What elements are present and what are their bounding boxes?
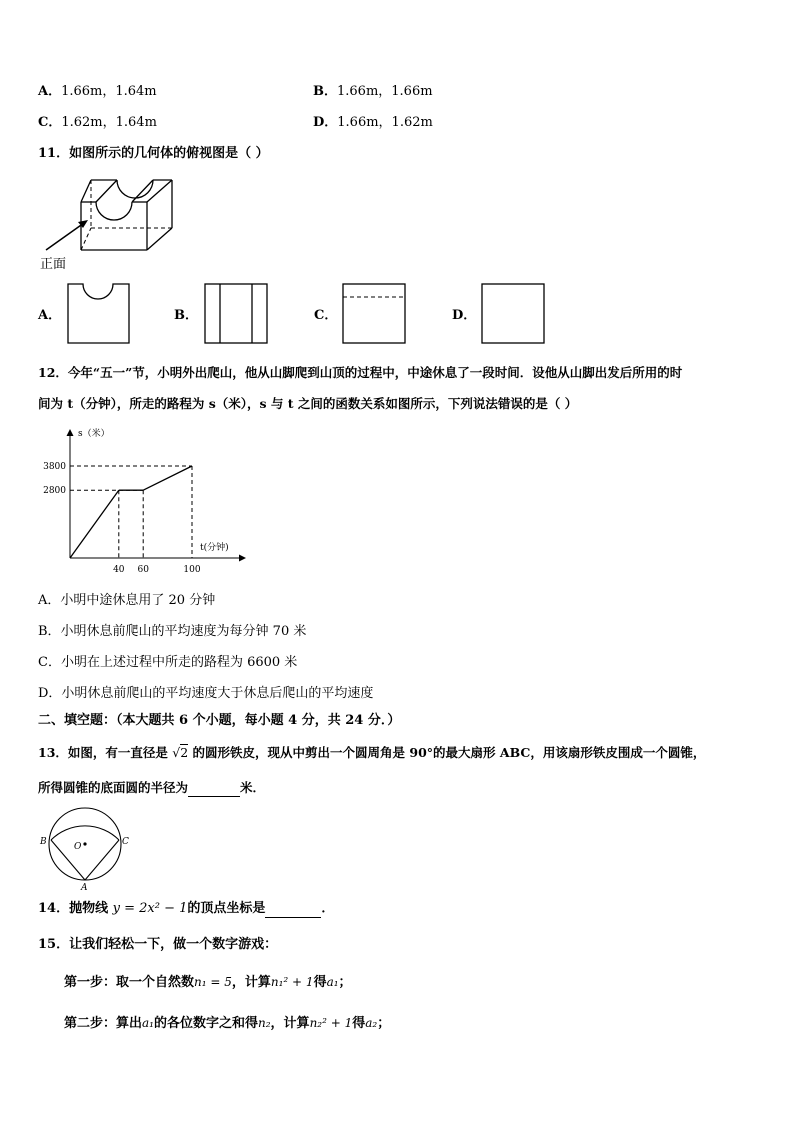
- x-tick-label: 100: [183, 565, 201, 575]
- step2-n2: n₂: [258, 1016, 271, 1030]
- step1-result: a₁: [326, 975, 339, 989]
- step1-text-mid: ，计算: [231, 975, 271, 990]
- q12-stem-line2: 间为 t（分钟），所走的路程为 s（米），s 与 t 之间的函数关系如图所示，下列说法错误的是（ ）: [38, 396, 578, 411]
- q13-text-line2-post: 米．: [240, 780, 266, 795]
- option-text: 1.66m，1.64m: [61, 84, 157, 99]
- point-c-label: C: [122, 837, 129, 847]
- q13-answer-blank[interactable]: [188, 780, 240, 797]
- option-letter: C．: [38, 115, 62, 130]
- sqrt-expression: √2: [172, 745, 189, 760]
- q10-option-b: [313, 84, 433, 100]
- step2-text: 第二步：算出: [64, 1016, 143, 1031]
- y-tick-label: 3800: [43, 462, 66, 472]
- q12-option-a: A．小明中途休息用了 20 分钟: [38, 593, 216, 608]
- y-axis-label: s（米）: [78, 429, 110, 439]
- step2-text-mid1: 的各位数字之和得: [153, 1016, 258, 1031]
- q11-option-b-label: B．: [174, 308, 198, 323]
- q11-option-a-label: A．: [38, 308, 62, 323]
- q12-option-c: C．小明在上述过程中所走的路程为 6600 米: [38, 655, 298, 670]
- q11-option-d-figure: [479, 282, 549, 346]
- q13-text-pre: 13．如图，有一直径是: [38, 745, 168, 760]
- option-letter: D．: [313, 115, 338, 130]
- q12-option-d: D．小明休息前爬山的平均速度大于休息后爬山的平均速度: [38, 686, 374, 701]
- q14-text-end: ．: [321, 901, 335, 916]
- x-tick-label: 60: [137, 565, 149, 575]
- front-view-label: 正面: [40, 257, 67, 272]
- point-o-label: O: [74, 842, 82, 852]
- step1-formula: n₁² + 1: [270, 975, 314, 989]
- section-2-title: 二、填空题：（本大题共 6 个小题，每小题 4 分，共 24 分．）: [38, 713, 401, 728]
- step2-result: a₂: [365, 1016, 378, 1030]
- q13-text-line2-pre: 所得圆锥的底面圆的半径为: [38, 780, 189, 795]
- step1-text-get: 得: [313, 975, 327, 990]
- q14-text-pre: 14．抛物线: [38, 901, 113, 916]
- q15-step2: [64, 1015, 390, 1032]
- q14-formula: y = 2x² − 1: [112, 901, 188, 916]
- series-segment: [70, 490, 119, 558]
- step1-variable: n₁ = 5: [194, 975, 232, 989]
- q11-option-d-label: D．: [452, 308, 477, 323]
- y-tick-label: 2800: [43, 486, 66, 497]
- step2-formula: n₂² + 1: [309, 1016, 353, 1030]
- x-axis-label: t(分钟): [200, 543, 229, 553]
- point-a-label: A: [81, 883, 88, 892]
- point-b-label: B: [40, 837, 47, 847]
- q12-stem-line1: 12．今年“五一”节，小明外出爬山，他从山脚爬到山顶的过程中，中途休息了一段时间．设他从山脚出发后所用的时: [38, 365, 683, 380]
- q11-stem: 11．如图所示的几何体的俯视图是（ ）: [38, 146, 269, 161]
- q14-answer-blank[interactable]: [265, 901, 321, 918]
- q10-option-c: [38, 115, 157, 131]
- option-text: 1.66m，1.66m: [337, 84, 433, 99]
- q13-line1: [38, 745, 705, 761]
- q11-option-c-figure: [340, 282, 410, 346]
- step1-text: 第一步：取一个自然数: [64, 975, 195, 990]
- option-text: 1.62m，1.64m: [61, 115, 157, 130]
- sqrt-radicand: 2: [180, 745, 189, 760]
- q13-circle-sector-figure: [34, 806, 138, 892]
- option-letter: A．: [38, 84, 62, 99]
- series-segment: [143, 466, 192, 490]
- q14-text-post: 的顶点坐标是: [187, 901, 266, 916]
- x-tick-label: 40: [113, 565, 125, 575]
- q12-distance-time-chart: [30, 422, 270, 577]
- q10-option-a: [38, 84, 157, 100]
- option-text: 1.66m，1.62m: [337, 115, 433, 130]
- q13-line2: [38, 780, 265, 797]
- q11-option-a-figure: [64, 282, 134, 346]
- option-letter: B．: [313, 84, 337, 99]
- q11-option-c-label: C．: [314, 308, 338, 323]
- step2-text-end: ；: [377, 1016, 391, 1031]
- q15-step1: [64, 974, 352, 991]
- q11-option-b-figure: [202, 282, 272, 346]
- q13-text-post: 的圆形铁皮，现从中剪出一个圆周角是 90°的最大扇形 ABC，用该扇形铁皮围成一个圆锥，: [192, 745, 706, 760]
- step1-text-end: ；: [338, 975, 352, 990]
- q10-option-d: [313, 115, 433, 131]
- q15-stem: 15．让我们轻松一下，做一个数字游戏：: [38, 937, 278, 952]
- q12-option-b: B．小明休息前爬山的平均速度为每分钟 70 米: [38, 624, 307, 639]
- step2-text-mid2: ，计算: [270, 1016, 310, 1031]
- step2-text-get: 得: [352, 1016, 366, 1031]
- q14-line: [38, 901, 334, 918]
- step2-a1: a₁: [142, 1016, 154, 1030]
